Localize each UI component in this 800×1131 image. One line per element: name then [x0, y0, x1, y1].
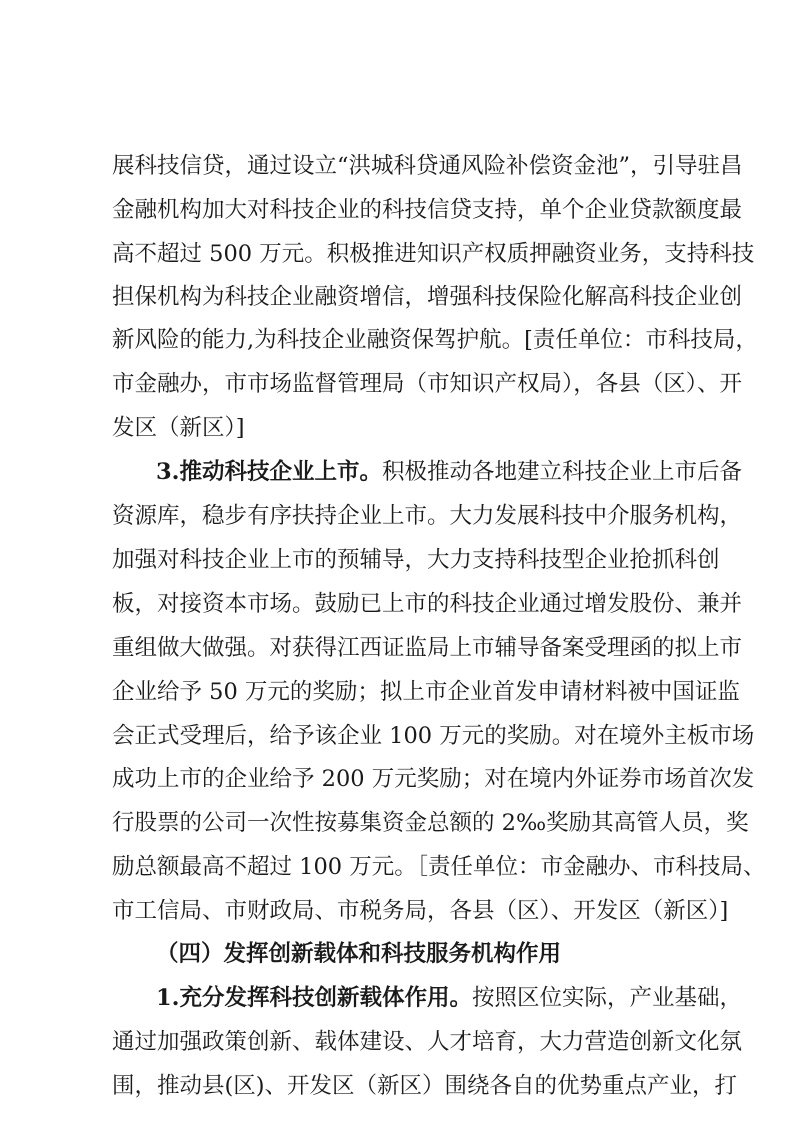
text-line: 板，对接资本市场。鼓励已上市的科技企业通过增发股份、兼并: [112, 591, 743, 617]
text-line: 会正式受理后，给予该企业 100 万元的奖励。对在境外主板市场: [112, 723, 755, 749]
text-line: 企业给予 50 万元的奖励；拟上市企业首发申请材料被中国证监: [112, 679, 740, 705]
text-line: 市工信局、市财政局、市税务局，各县（区）、开发区（新区）]: [112, 898, 729, 924]
paragraph-title: 1.充分发挥科技创新载体作用。: [156, 985, 472, 1011]
text-line: 展科技信贷，通过设立“洪城科贷通风险补偿资金池”，引导驻昌: [112, 153, 743, 179]
text-line: 行股票的公司一次性按募集资金总额的 2‰奖励其高管人员，奖: [112, 810, 749, 836]
text-line: 围，推动县(区)、开发区（新区）围绕各自的优势重点产业，打: [112, 1073, 738, 1099]
text-line: 成功上市的企业给予 200 万元奖励；对在境内外证券市场首次发: [112, 766, 755, 792]
paragraph-text: 按照区位实际，产业基础，: [472, 985, 743, 1011]
paragraph-title: 3.推动科技企业上市。: [156, 459, 382, 485]
text-line: 资源库，稳步有序扶持企业上市。大力发展科技中介服务机构，: [112, 503, 743, 529]
text-line: 担保机构为科技企业融资增信，增强科技保险化解高科技企业创: [112, 284, 743, 310]
section-heading: （四）发挥创新载体和科技服务机构作用: [156, 941, 562, 967]
text-line: 市金融办，市市场监督管理局（市知识产权局），各县（区）、开: [112, 371, 743, 397]
text-line: 高不超过 500 万元。积极推进知识产权质押融资业务，支持科技: [112, 241, 755, 267]
text-line: [156, 450, 743, 494]
text-line: 重组做大做强。对获得江西证监局上市辅导备案受理函的拟上市: [112, 635, 743, 661]
text-line: 新风险的能力,为科技企业融资保驾护航。[责任单位：市科技局，: [112, 327, 758, 353]
text-line: 励总额最高不超过 100 万元。［责任单位：市金融办、市科技局、: [112, 854, 766, 880]
paragraph-text: 积极推动各地建立科技企业上市后备: [382, 459, 743, 485]
text-line: [156, 976, 743, 1020]
text-line: 通过加强政策创新、载体建设、人才培育，大力营造创新文化氛: [112, 1029, 743, 1055]
text-line: 金融机构加大对科技企业的科技信贷支持，单个企业贷款额度最: [112, 197, 743, 223]
text-line: 加强对科技企业上市的预辅导，大力支持科技型企业抢抓科创: [112, 547, 720, 573]
text-line: 发区（新区）]: [112, 415, 245, 441]
